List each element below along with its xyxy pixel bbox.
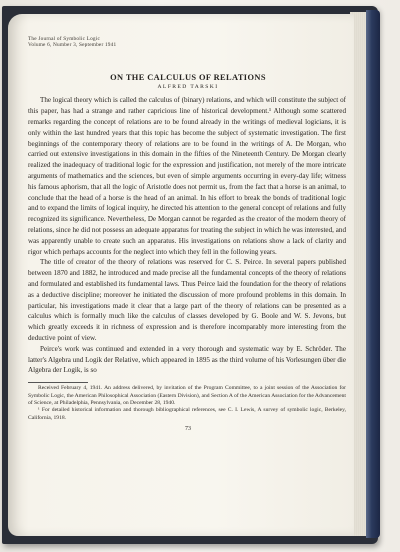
article-author: ALFRED TARSKI xyxy=(157,84,219,91)
journal-header xyxy=(28,36,348,48)
paragraph: The logical theory which is called the calculus of (binary) relations, and which will constitute the subject of this paper, has had a strange and rather capricious line of historical development.¹ Although some scattered remarks regarding the concept of relations are to be found already in the writings of medieval logicians, it is only within the last hundred years that this topic has become the subject of systematic investigation. The first beginnings of the contemporary theory of relations are to be found in the writings of A. De Morgan, who carried out extensive investigations in this domain in the fifties of the Nineteenth Century. De Morgan clearly realized the inadequacy of traditional logic for the expression and justification, not merely of the more intricate arguments of mathematics and the sciences, but even of simple arguments occurring in every-day life; witness his famous aphorism, that all the logic of Aristotle does not permit us, from the fact that a horse is an animal, to conclude that the head of a horse is the head of an animal. In his effort to break the bonds of traditional logic and to expand the limits of logical inquiry, he directed his attention to the general concept of relations and fully recognized its significance. Nevertheless, De Morgan cannot be regarded as the creator of the modern theory of relations, since he did not possess an adequate apparatus for treating the subject in which he was interested, and was apparently unable to create such an apparatus. His investigations on relations show a lack of clarity and rigor which perhaps accounts for the neglect into which they fell in the following years. xyxy=(28,96,346,256)
footnote: ¹ For detailed historical information and thorough bibliographical references, see C. I. Lewis, A survey of symbolic logic, Berkeley, California, 1918. xyxy=(28,407,346,421)
paragraph: The title of creator of the theory of relations was reserved for C. S. Peirce. In several papers published between 1870 and 1882, he introduced and made precise all the fundamental concepts of the theory of relations and formulated and established its fundamental laws. Thus Peirce laid the foundation for the theory of relations as a deductive discipline; moreover he initiated the discussion of more profound problems in this domain. In particular, his investigations made it clear that a large part of the theory of relations can be presented as a calculus which is formally much like the calculus of classes developed by G. Boole and W. S. Jevons, but which greatly exceeds it in richness of expression and is therefore incomparably more interesting from the deductive point of view. xyxy=(28,258,346,342)
footnotes xyxy=(28,385,346,422)
footnote: Received February 4, 1941. An address delivered, by invitation of the Program Committee, to a joint session of the Association for Symbolic Logic, the American Philosophical Association (Eastern Division), and Section A of the American Association for the Advancement of Science, at Philadelphia, Pennsylvania, on December 28, 1940. xyxy=(28,385,346,406)
page-number: 73 xyxy=(185,426,191,433)
article-title: ON THE CALCULUS OF RELATIONS xyxy=(110,73,266,83)
page-content xyxy=(28,36,348,432)
book-page xyxy=(8,14,354,536)
footnote-divider xyxy=(28,382,88,383)
book-spine xyxy=(366,10,380,538)
article-body xyxy=(28,95,346,376)
paragraph: Peirce's work was continued and extended in a very thorough and systematic way by E. Schröder. The latter's Algebra und Logik der Relative, which appeared in 1895 as the third volume of his Vorlesungen über die Algebra der Logik, is so xyxy=(28,344,346,375)
journal-issue: Volume 6, Number 3, September 1941 xyxy=(28,42,117,49)
journal-name: The Journal of Symbolic Logic xyxy=(28,36,100,42)
